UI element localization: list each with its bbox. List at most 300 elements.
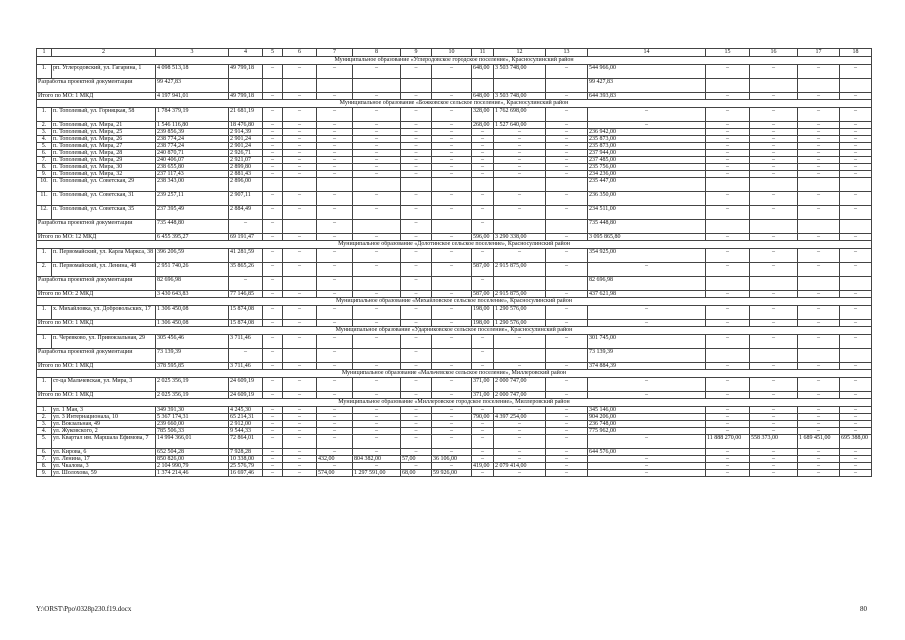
value-cell: –: [472, 129, 494, 136]
value-cell: –: [750, 150, 798, 157]
value-cell: –: [317, 171, 353, 178]
header-cell: 7: [317, 49, 353, 57]
address-cell: п. Тополевый, ул. Мира, 30: [52, 164, 156, 171]
value-cell: –: [840, 378, 872, 392]
value-cell: –: [401, 122, 432, 129]
value-cell: –: [546, 93, 588, 100]
value-cell: –: [353, 206, 401, 220]
value-cell: [750, 79, 798, 93]
value-cell: –: [472, 164, 494, 171]
row-number: 1.: [37, 378, 52, 392]
value-cell: 2 881,43: [229, 171, 263, 178]
value-cell: –: [353, 108, 401, 122]
value-cell: –: [263, 108, 283, 122]
value-cell: –: [283, 157, 317, 164]
value-cell: [229, 79, 263, 93]
value-cell: [798, 220, 840, 234]
value-cell: –: [546, 428, 588, 435]
municipality-section-row: [37, 241, 872, 249]
row-number: 11.: [37, 192, 52, 206]
value-cell: –: [706, 249, 750, 263]
section-title: Муниципальное образование «Долотинское сельское поселение», Красносулинский район: [37, 241, 872, 249]
value-cell: [283, 220, 317, 234]
header-cell: 12: [494, 49, 546, 57]
value-cell: –: [840, 320, 872, 327]
value-cell: –: [840, 129, 872, 136]
value-cell: –: [472, 470, 494, 477]
value-cell: –: [546, 192, 588, 206]
value-cell: –: [840, 171, 872, 178]
value-cell: –: [401, 421, 432, 428]
value-cell: 2 912,00: [229, 421, 263, 428]
value-cell: –: [798, 65, 840, 79]
value-cell: –: [546, 335, 588, 349]
value-cell: [798, 277, 840, 291]
value-cell: –: [283, 449, 317, 456]
value-cell: –: [588, 435, 706, 449]
value-cell: –: [353, 320, 401, 327]
value-cell: –: [546, 234, 588, 241]
value-cell: –: [353, 378, 401, 392]
value-cell: 24 609,19: [229, 392, 263, 399]
value-cell: –: [546, 108, 588, 122]
value-cell: –: [317, 129, 353, 136]
value-cell: [432, 349, 472, 363]
value-cell: –: [706, 378, 750, 392]
value-cell: 238 774,24: [156, 143, 229, 150]
value-cell: –: [706, 449, 750, 456]
value-cell: –: [317, 93, 353, 100]
building-row: [37, 378, 872, 392]
value-cell: 99 427,83: [156, 79, 229, 93]
value-cell: –: [588, 463, 706, 470]
row-label: Итого по МО: 1 МКД: [37, 93, 156, 100]
value-cell: –: [317, 157, 353, 164]
value-cell: 268,00: [472, 122, 494, 129]
value-cell: –: [494, 192, 546, 206]
value-cell: –: [401, 129, 432, 136]
value-cell: –: [840, 206, 872, 220]
value-cell: –: [229, 220, 263, 234]
header-cell: 2: [52, 49, 156, 57]
value-cell: –: [401, 463, 432, 470]
value-cell: –: [263, 150, 283, 157]
value-cell: –: [401, 320, 432, 327]
value-cell: 2 915 875,00: [494, 291, 546, 298]
value-cell: –: [353, 392, 401, 399]
value-cell: –: [432, 421, 472, 428]
value-cell: –: [750, 320, 798, 327]
value-cell: 18 476,80: [229, 122, 263, 129]
header-cell: 11: [472, 49, 494, 57]
value-cell: –: [283, 363, 317, 370]
value-cell: 587,00: [472, 263, 494, 277]
municipality-section-row: [37, 298, 872, 306]
value-cell: –: [706, 171, 750, 178]
value-cell: –: [494, 143, 546, 150]
value-cell: 239 257,11: [156, 192, 229, 206]
value-cell: [494, 277, 546, 291]
design-docs-row: [37, 349, 872, 363]
value-cell: 3 503 748,00: [494, 93, 546, 100]
value-cell: –: [472, 192, 494, 206]
value-cell: –: [588, 320, 706, 327]
value-cell: –: [472, 136, 494, 143]
value-cell: [750, 178, 798, 192]
value-cell: –: [706, 157, 750, 164]
value-cell: [494, 220, 546, 234]
value-cell: –: [432, 150, 472, 157]
value-cell: 328,00: [472, 108, 494, 122]
value-cell: [840, 277, 872, 291]
value-cell: 235 447,00: [588, 178, 706, 192]
value-cell: –: [401, 143, 432, 150]
value-cell: –: [840, 463, 872, 470]
value-cell: –: [706, 456, 750, 463]
value-cell: 790,00: [472, 414, 494, 421]
value-cell: –: [317, 150, 353, 157]
value-cell: –: [283, 122, 317, 129]
municipality-section-row: [37, 399, 872, 407]
value-cell: –: [798, 164, 840, 171]
value-cell: 1 290 576,00: [494, 320, 546, 327]
value-cell: [472, 79, 494, 93]
value-cell: –: [706, 136, 750, 143]
row-label: Итого по МО: 12 МКД: [37, 234, 156, 241]
address-cell: ул. Ленина, 17: [52, 456, 156, 463]
value-cell: 57,00: [401, 456, 432, 463]
value-cell: –: [840, 363, 872, 370]
value-cell: –: [798, 93, 840, 100]
value-cell: –: [472, 157, 494, 164]
value-cell: –: [546, 263, 588, 277]
value-cell: 25 576,79: [229, 463, 263, 470]
value-cell: 14 994 366,01: [156, 435, 229, 449]
value-cell: –: [283, 164, 317, 171]
value-cell: –: [432, 306, 472, 320]
value-cell: –: [353, 65, 401, 79]
value-cell: –: [706, 206, 750, 220]
value-cell: 2 914,39: [229, 129, 263, 136]
building-row: [37, 122, 872, 129]
value-cell: –: [401, 349, 432, 363]
value-cell: 305 456,46: [156, 335, 229, 349]
value-cell: –: [472, 249, 494, 263]
value-cell: –: [353, 157, 401, 164]
value-cell: [432, 277, 472, 291]
value-cell: –: [353, 164, 401, 171]
value-cell: 2 000 747,00: [494, 378, 546, 392]
value-cell: –: [546, 206, 588, 220]
value-cell: –: [750, 306, 798, 320]
value-cell: 378 595,85: [156, 363, 229, 370]
address-cell: п. Тополевый, ул. Советская, 35: [52, 206, 156, 220]
value-cell: 419,00: [472, 463, 494, 470]
building-row: [37, 136, 872, 143]
value-cell: 2 921,07: [229, 157, 263, 164]
value-cell: –: [588, 122, 706, 129]
value-cell: –: [798, 136, 840, 143]
value-cell: –: [283, 320, 317, 327]
value-cell: 238 774,24: [156, 136, 229, 143]
value-cell: –: [317, 378, 353, 392]
value-cell: 574,00: [317, 470, 353, 477]
value-cell: –: [353, 414, 401, 421]
value-cell: –: [472, 143, 494, 150]
value-cell: 49 799,18: [229, 65, 263, 79]
value-cell: –: [750, 291, 798, 298]
value-cell: –: [706, 363, 750, 370]
value-cell: [472, 178, 494, 192]
value-cell: –: [546, 378, 588, 392]
value-cell: –: [283, 470, 317, 477]
value-cell: –: [472, 277, 494, 291]
value-cell: –: [353, 407, 401, 414]
value-cell: 238 343,00: [156, 178, 229, 192]
value-cell: –: [432, 414, 472, 421]
value-cell: –: [263, 378, 283, 392]
value-cell: –: [283, 263, 317, 277]
value-cell: –: [353, 449, 401, 456]
address-cell: х. Михайловка, ул. Добровольских, 17: [52, 306, 156, 320]
value-cell: 4 245,30: [229, 407, 263, 414]
value-cell: –: [472, 150, 494, 157]
value-cell: –: [546, 435, 588, 449]
building-row: [37, 206, 872, 220]
value-cell: 11 888 270,00: [706, 435, 750, 449]
value-cell: –: [283, 192, 317, 206]
value-cell: –: [353, 192, 401, 206]
building-row: [37, 192, 872, 206]
value-cell: –: [840, 263, 872, 277]
value-cell: –: [494, 164, 546, 171]
value-cell: –: [750, 157, 798, 164]
address-cell: п. Тополевый, ул. Мира, 32: [52, 171, 156, 178]
row-number: 1.: [37, 306, 52, 320]
value-cell: 3 430 643,83: [156, 291, 229, 298]
value-cell: –: [750, 456, 798, 463]
value-cell: 235 873,00: [588, 143, 706, 150]
value-cell: –: [798, 234, 840, 241]
value-cell: –: [546, 306, 588, 320]
value-cell: –: [472, 349, 494, 363]
value-cell: –: [750, 392, 798, 399]
row-number: 9.: [37, 171, 52, 178]
value-cell: –: [840, 65, 872, 79]
building-row: [37, 263, 872, 277]
value-cell: –: [353, 363, 401, 370]
value-cell: –: [840, 407, 872, 414]
value-cell: 198,00: [472, 306, 494, 320]
value-cell: –: [706, 291, 750, 298]
value-cell: [706, 178, 750, 192]
value-cell: 236 748,00: [588, 421, 706, 428]
value-cell: –: [546, 150, 588, 157]
value-cell: –: [432, 378, 472, 392]
row-number: 7.: [37, 456, 52, 463]
value-cell: –: [353, 463, 401, 470]
value-cell: 374 884,39: [588, 363, 706, 370]
value-cell: –: [283, 392, 317, 399]
value-cell: –: [546, 421, 588, 428]
address-cell: п. Первомайский, ул. Ленина, 48: [52, 263, 156, 277]
building-row: [37, 470, 872, 477]
value-cell: –: [353, 150, 401, 157]
value-cell: –: [546, 143, 588, 150]
value-cell: –: [840, 122, 872, 129]
value-cell: –: [798, 157, 840, 164]
value-cell: –: [840, 164, 872, 171]
value-cell: –: [546, 470, 588, 477]
value-cell: –: [401, 206, 432, 220]
value-cell: –: [401, 164, 432, 171]
value-cell: –: [353, 234, 401, 241]
value-cell: –: [750, 171, 798, 178]
building-row: [37, 143, 872, 150]
value-cell: –: [706, 306, 750, 320]
register-table-sheet: [36, 48, 871, 477]
address-cell: п. Черевково, ул. Привокзальная, 29: [52, 335, 156, 349]
row-number: 1.: [37, 65, 52, 79]
value-cell: –: [283, 463, 317, 470]
row-number: 1.: [37, 407, 52, 414]
value-cell: –: [317, 136, 353, 143]
value-cell: –: [798, 143, 840, 150]
address-cell: ул. Чкалова, 3: [52, 463, 156, 470]
value-cell: –: [263, 65, 283, 79]
row-number: 9.: [37, 470, 52, 477]
value-cell: –: [798, 150, 840, 157]
row-number: 4.: [37, 428, 52, 435]
value-cell: 4 197 941,01: [156, 93, 229, 100]
value-cell: –: [588, 456, 706, 463]
section-title: Муниципальное образование «Мальчевское сельское поселение», Миллеровский район: [37, 370, 872, 378]
value-cell: –: [283, 407, 317, 414]
value-cell: –: [706, 463, 750, 470]
value-cell: –: [798, 192, 840, 206]
value-cell: –: [750, 143, 798, 150]
value-cell: 371,00: [472, 378, 494, 392]
value-cell: –: [401, 192, 432, 206]
value-cell: –: [798, 129, 840, 136]
building-row: [37, 421, 872, 428]
value-cell: 82 696,98: [156, 277, 229, 291]
value-cell: [494, 178, 546, 192]
value-cell: –: [432, 129, 472, 136]
value-cell: –: [840, 249, 872, 263]
value-cell: –: [317, 414, 353, 421]
value-cell: –: [283, 234, 317, 241]
value-cell: [283, 349, 317, 363]
header-cell: 15: [706, 49, 750, 57]
value-cell: –: [432, 93, 472, 100]
value-cell: –: [263, 234, 283, 241]
value-cell: 68,00: [401, 470, 432, 477]
value-cell: –: [401, 171, 432, 178]
value-cell: –: [798, 363, 840, 370]
address-cell: п. Тополевый, ул. Советская, 31: [52, 192, 156, 206]
value-cell: –: [263, 206, 283, 220]
value-cell: –: [432, 363, 472, 370]
value-cell: –: [840, 234, 872, 241]
header-cell: 14: [588, 49, 706, 57]
value-cell: [798, 79, 840, 93]
value-cell: –: [317, 164, 353, 171]
header-cell: 6: [283, 49, 317, 57]
value-cell: –: [263, 435, 283, 449]
value-cell: –: [353, 428, 401, 435]
value-cell: [432, 220, 472, 234]
value-cell: –: [750, 414, 798, 421]
value-cell: –: [263, 143, 283, 150]
row-number: 6.: [37, 449, 52, 456]
value-cell: [494, 79, 546, 93]
value-cell: –: [353, 435, 401, 449]
value-cell: –: [317, 263, 353, 277]
address-cell: ул. 1 Мая, 3: [52, 407, 156, 414]
header-cell: 4: [229, 49, 263, 57]
address-cell: п. Тополевый, ул. Мира, 29: [52, 157, 156, 164]
value-cell: –: [283, 206, 317, 220]
value-cell: 1 297 591,00: [353, 470, 401, 477]
value-cell: 234 236,00: [588, 171, 706, 178]
value-cell: 775 962,00: [588, 428, 706, 435]
value-cell: 9 544,33: [229, 428, 263, 435]
municipality-section-row: [37, 57, 872, 65]
row-number: 2.: [37, 263, 52, 277]
value-cell: –: [706, 335, 750, 349]
value-cell: [263, 178, 283, 192]
value-cell: [546, 79, 588, 93]
value-cell: 735 448,80: [588, 220, 706, 234]
value-cell: –: [317, 234, 353, 241]
value-cell: –: [283, 150, 317, 157]
value-cell: –: [432, 157, 472, 164]
value-cell: –: [317, 143, 353, 150]
value-cell: –: [494, 335, 546, 349]
value-cell: 735 448,80: [156, 220, 229, 234]
value-cell: 345 146,00: [588, 407, 706, 414]
value-cell: 5 367 174,31: [156, 414, 229, 421]
value-cell: [546, 277, 588, 291]
value-cell: 69 191,47: [229, 234, 263, 241]
value-cell: 432,00: [317, 456, 353, 463]
address-cell: п. Тополевый, ул. Мира, 27: [52, 143, 156, 150]
building-row: [37, 456, 872, 463]
value-cell: 237 485,00: [588, 157, 706, 164]
value-cell: –: [263, 136, 283, 143]
value-cell: 2 899,80: [229, 164, 263, 171]
value-cell: –: [588, 378, 706, 392]
value-cell: 695 388,00: [840, 435, 872, 449]
value-cell: –: [798, 456, 840, 463]
value-cell: –: [798, 428, 840, 435]
value-cell: –: [588, 306, 706, 320]
footer-file-path: Y:\ORST\Ppo\0328p230.f19.docx: [36, 605, 132, 613]
value-cell: –: [263, 164, 283, 171]
value-cell: 36 106,00: [432, 456, 472, 463]
value-cell: –: [317, 428, 353, 435]
value-cell: –: [263, 122, 283, 129]
value-cell: –: [432, 136, 472, 143]
value-cell: 1 306 450,08: [156, 306, 229, 320]
value-cell: –: [750, 421, 798, 428]
value-cell: [353, 277, 401, 291]
value-cell: 1 546 116,80: [156, 122, 229, 129]
value-cell: 77 146,85: [229, 291, 263, 298]
total-row: [37, 291, 872, 298]
value-cell: –: [546, 65, 588, 79]
